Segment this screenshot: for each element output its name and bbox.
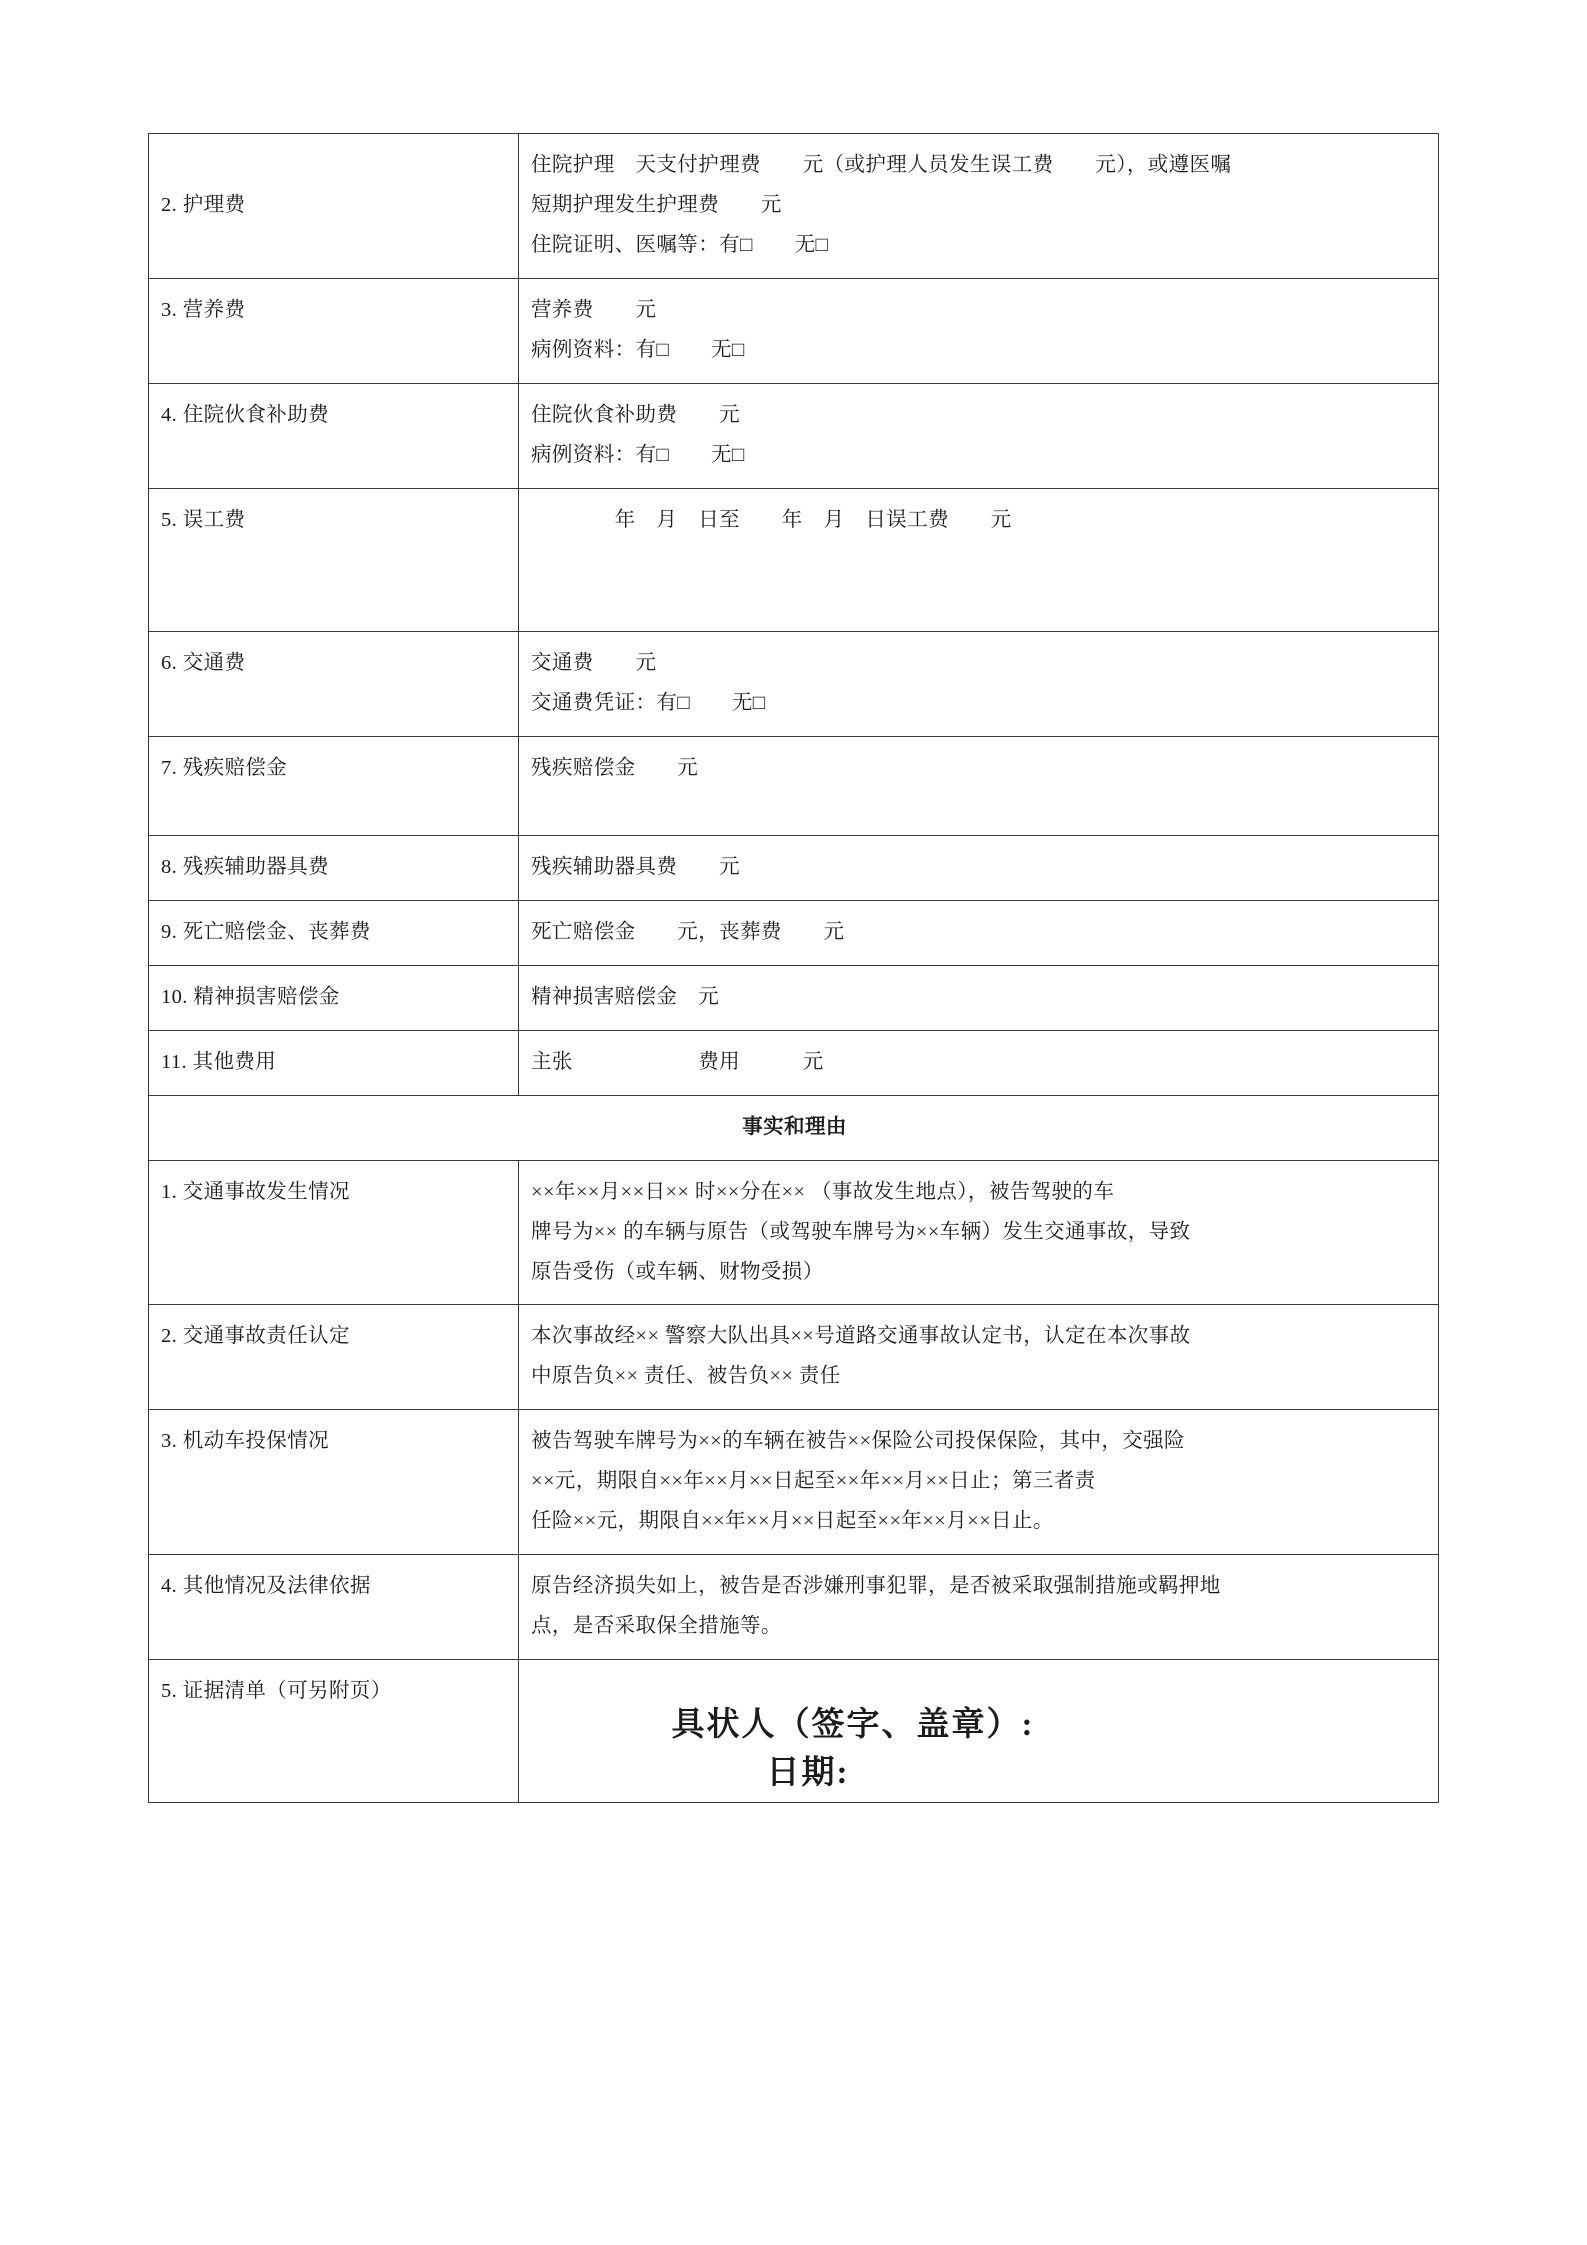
damages-row-value (519, 488, 1439, 631)
facts-row-value (519, 1555, 1439, 1660)
damages-row-value (519, 1030, 1439, 1095)
damages-value-line: 年 月 日至 年 月 日误工费 元 (531, 508, 1012, 531)
facts-value-line: ××元，期限自××年××月××日起至××年××月××日止；第三者责 (531, 1470, 1096, 1493)
damages-label-text: 4. 住院伙食补助费 (161, 403, 329, 426)
damages-row-label (149, 631, 519, 736)
damages-row-label (149, 488, 519, 631)
facts-value-line: 牌号为×× 的车辆与原告（或驾驶车牌号为××车辆）发生交通事故，导致 (531, 1220, 1191, 1243)
facts-label-text: 2. 交通事故责任认定 (161, 1325, 350, 1348)
form-sheet (148, 133, 1438, 1803)
damages-value-line: 死亡赔偿金 元，丧葬费 元 (531, 920, 845, 943)
damages-row-value (519, 835, 1439, 900)
table-row (149, 134, 1439, 279)
damages-label-text: 5. 误工费 (161, 508, 246, 531)
damages-row-value (519, 736, 1439, 835)
facts-section-heading: 事实和理由 (149, 1095, 1439, 1160)
facts-label-text: 1. 交通事故发生情况 (161, 1180, 350, 1203)
facts-label-text: 5. 证据清单（可另附页） (161, 1680, 392, 1703)
damages-value-line: 住院伙食补助费 元 (531, 403, 740, 426)
damages-label-text: 2. 护理费 (161, 193, 246, 216)
table-row (149, 1555, 1439, 1660)
damages-value-line: 营养费 元 (531, 298, 657, 321)
damages-row-value (519, 134, 1439, 279)
facts-row-value (519, 1305, 1439, 1410)
facts-value-line: ××年××月××日×× 时××分在×× （事故发生地点），被告驾驶的车 (531, 1180, 1115, 1203)
claim-form-table (148, 133, 1439, 1803)
damages-value-line: 残疾辅助器具费 元 (531, 855, 740, 878)
damages-label-text: 3. 营养费 (161, 298, 246, 321)
facts-row-label (149, 1160, 519, 1305)
table-row (149, 383, 1439, 488)
damages-label-text: 9. 死亡赔偿金、丧葬费 (161, 920, 371, 943)
damages-label-text: 10. 精神损害赔偿金 (161, 985, 340, 1008)
damages-label-text: 11. 其他费用 (161, 1050, 277, 1073)
damages-value-line: 交通费 元 (531, 651, 657, 674)
date-label: 日期: (766, 1755, 850, 1792)
table-row (149, 900, 1439, 965)
damages-row-label (149, 736, 519, 835)
section-heading-body (149, 1095, 1439, 1160)
table-row (149, 835, 1439, 900)
facts-row-label (149, 1305, 519, 1410)
table-row (149, 1410, 1439, 1555)
facts-label-text: 4. 其他情况及法律依据 (161, 1575, 371, 1598)
facts-value-line: 任险××元，期限自××年××月××日起至××年××月××日止。 (531, 1510, 1054, 1533)
table-row (149, 488, 1439, 631)
damages-row-label (149, 383, 519, 488)
damages-value-line: 主张 费用 元 (531, 1050, 824, 1073)
damages-row-label (149, 134, 519, 279)
facts-row-label (149, 1410, 519, 1555)
damages-value-line: 病例资料：有□ 无□ (531, 338, 745, 361)
facts-value-line: 原告经济损失如上，被告是否涉嫌刑事犯罪，是否被采取强制措施或羁押地 (531, 1575, 1221, 1598)
table-row (149, 631, 1439, 736)
facts-value-line: 中原告负×× 责任、被告负×× 责任 (531, 1365, 841, 1388)
damages-row-label (149, 965, 519, 1030)
facts-value-line: 被告驾驶车牌号为××的车辆在被告××保险公司投保保险，其中，交强险 (531, 1430, 1185, 1453)
damages-table-body (149, 134, 1439, 1096)
section-heading-row (149, 1095, 1439, 1160)
damages-row-value (519, 631, 1439, 736)
damages-value-line: 交通费凭证：有□ 无□ (531, 691, 766, 714)
facts-value-line: 本次事故经×× 警察大队出具××号道路交通事故认定书，认定在本次事故 (531, 1325, 1191, 1348)
damages-row-value (519, 278, 1439, 383)
table-row (149, 1160, 1439, 1305)
damages-value-line: 住院护理 天支付护理费 元（或护理人员发生误工费 元），或遵医嘱 (531, 154, 1232, 176)
damages-label-text: 8. 残疾辅助器具费 (161, 855, 329, 878)
table-row (149, 278, 1439, 383)
damages-row-value (519, 383, 1439, 488)
damages-value-line: 精神损害赔偿金 元 (531, 985, 720, 1008)
damages-row-label (149, 835, 519, 900)
facts-value-line: 原告受伤（或车辆、财物受损） (531, 1260, 824, 1283)
facts-row-value (519, 1410, 1439, 1555)
damages-row-value (519, 965, 1439, 1030)
table-row (149, 965, 1439, 1030)
facts-row-label (149, 1555, 519, 1660)
table-row (149, 1030, 1439, 1095)
damages-value-line: 住院证明、医嘱等：有□ 无□ (531, 233, 829, 256)
damages-label-text: 7. 残疾赔偿金 (161, 756, 288, 779)
damages-value-line: 短期护理发生护理费 元 (531, 193, 782, 216)
damages-row-value (519, 900, 1439, 965)
table-row (149, 1305, 1439, 1410)
damages-row-label (149, 1030, 519, 1095)
table-row (149, 736, 1439, 835)
damages-label-text: 6. 交通费 (161, 651, 246, 674)
facts-label-text: 3. 机动车投保情况 (161, 1430, 329, 1453)
damages-row-label (149, 900, 519, 965)
damages-row-label (149, 278, 519, 383)
facts-row-value (519, 1160, 1439, 1305)
signature-block (148, 1700, 1438, 1796)
facts-value-line: 点，是否采取保全措施等。 (531, 1615, 782, 1638)
damages-value-line: 残疾赔偿金 元 (531, 756, 699, 779)
signatory-label: 具状人（签字、盖章）: (671, 1707, 1035, 1743)
damages-value-line: 病例资料：有□ 无□ (531, 443, 745, 466)
